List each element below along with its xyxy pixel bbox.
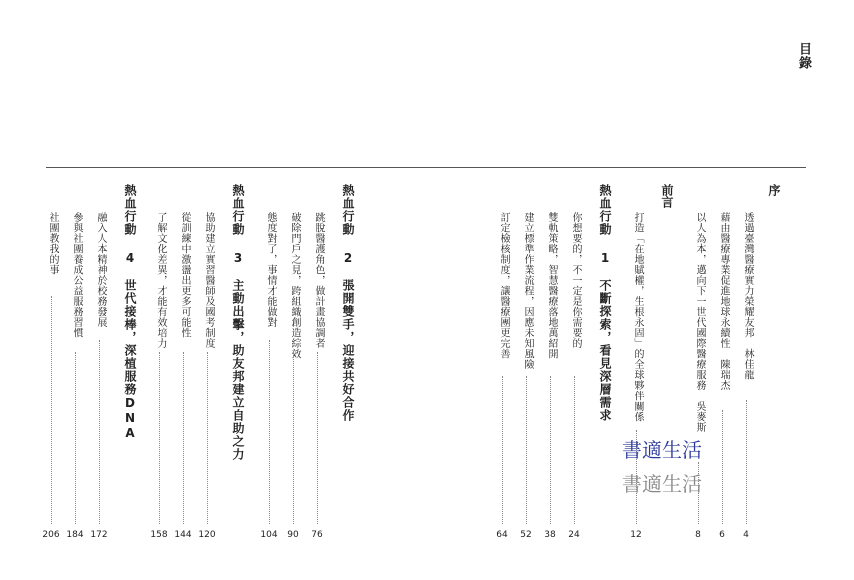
page-number: 4 [743, 530, 749, 540]
page-number: 24 [568, 530, 580, 540]
dot-leader [746, 400, 747, 524]
toc-entry[interactable]: 你想要的，不一定是你需要的 [570, 212, 581, 349]
chapter-heading-4: 熱血行動 4 世代接棒，深植服務DNA [123, 184, 137, 441]
dot-leader [269, 340, 270, 524]
dot-leader [574, 376, 575, 524]
dot-leader [207, 352, 208, 524]
toc-entry[interactable]: 從訓練中激盪出更多可能性 [179, 212, 190, 338]
dot-leader [183, 352, 184, 524]
toc-entry[interactable]: 建立標準作業流程，因應未知風險 [522, 212, 533, 370]
page-number: 64 [496, 530, 508, 540]
page-number: 120 [198, 530, 216, 540]
toc-entry[interactable]: 打造「在地賦權，生根永固」的全球夥伴關係 [632, 212, 643, 422]
toc-entry[interactable]: 融入人本精神於校務發展 [95, 212, 106, 328]
toc-entry[interactable]: 訂定檢核制度，讓醫療團更完善 [498, 212, 509, 359]
dot-leader [502, 376, 503, 524]
page-number: 104 [260, 530, 278, 540]
chapter-heading-1: 熱血行動 1 不斷探索，看見深層需求 [598, 184, 612, 422]
toc-entry[interactable]: 態度對了，事情才能做對 [265, 212, 276, 328]
page-number: 52 [520, 530, 532, 540]
page-number: 6 [719, 530, 725, 540]
watermark-text: 書適生活 [622, 438, 702, 462]
page-number: 172 [90, 530, 108, 540]
watermark-text: 書適生活 [622, 472, 702, 496]
chapter-heading-2: 熱血行動 2 張開雙手，迎接共好合作 [341, 184, 355, 422]
dot-leader [75, 352, 76, 524]
toc-entry[interactable]: 跳脫醫護角色，做計畫協調者 [313, 212, 324, 349]
section-foreword-label: 前言 [660, 184, 674, 208]
section-preface-label: 序 [767, 184, 781, 196]
page-number: 90 [287, 530, 299, 540]
toc-entry[interactable]: 參與社團養成公益服務習慣 [71, 212, 82, 338]
dot-leader [317, 352, 318, 524]
toc-entry[interactable]: 以人為本，邁向下一世代國際醫療服務 吳麥斯 [694, 212, 705, 433]
dot-leader [722, 410, 723, 524]
page-number: 158 [150, 530, 168, 540]
page-number: 184 [66, 530, 84, 540]
toc-entry[interactable]: 雙軌策略，智慧醫療落地萬紹開 [546, 212, 557, 359]
page-number: 12 [630, 530, 642, 540]
page-number: 206 [42, 530, 60, 540]
dot-leader [51, 296, 52, 524]
page-number: 76 [311, 530, 323, 540]
dot-leader [159, 352, 160, 524]
dot-leader [293, 352, 294, 524]
chapter-heading-3: 熱血行動 3 主動出擊，助友邦建立自助之力 [231, 184, 245, 461]
dot-leader [550, 376, 551, 524]
toc-entry[interactable]: 破除門戶之見，跨組織創造綜效 [289, 212, 300, 359]
page-number: 38 [544, 530, 556, 540]
dot-leader [526, 376, 527, 524]
toc-entry[interactable]: 藉由醫療專業促進地球永續性 陳瑞杰 [718, 212, 729, 391]
page-number: 8 [695, 530, 701, 540]
toc-entry[interactable]: 透過臺灣醫療實力榮耀友邦 林佳龍 [742, 212, 753, 380]
header-divider-line [46, 167, 806, 168]
toc-entry[interactable]: 了解文化差異，才能有效培力 [155, 212, 166, 349]
page-number: 144 [174, 530, 192, 540]
toc-entry[interactable]: 協助建立實習醫師及國考制度 [203, 212, 214, 349]
toc-entry[interactable]: 社團教我的事 [47, 212, 58, 275]
dot-leader [99, 340, 100, 524]
toc-title: 目錄 [796, 42, 811, 70]
